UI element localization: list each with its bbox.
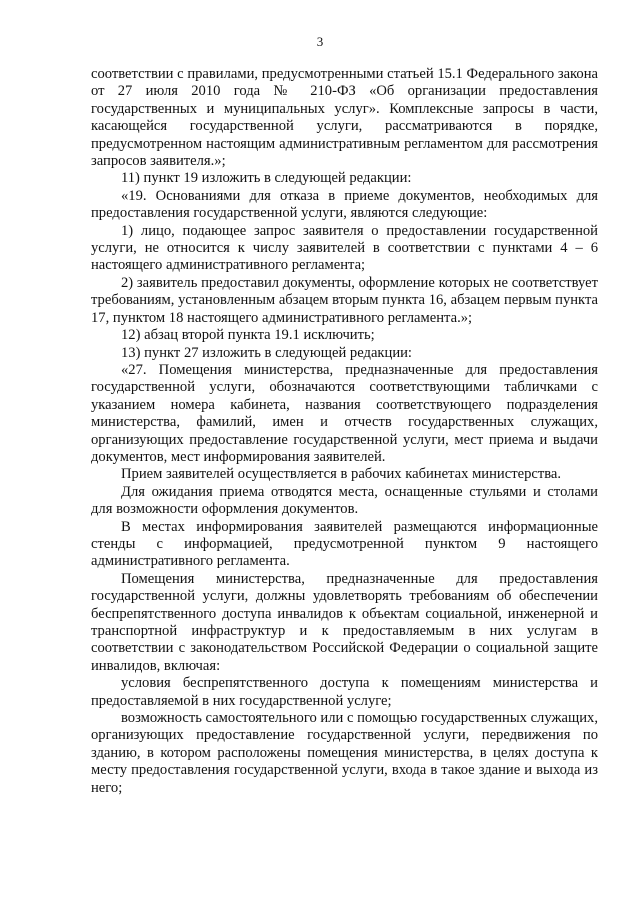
paragraph-info-stands: В местах информирования заявителей размещаются информационные стенды с информацией, предусмотренной пунктом 9 настоящего административного регламента. (91, 518, 598, 570)
paragraph-item-11: 11) пункт 19 изложить в следующей редакции: (121, 170, 412, 187)
paragraph-access-conditions: условия беспрепятственного доступа к помещениям министерства и предоставляемой в них государственной услуге; (91, 675, 598, 709)
paragraph-subitem-2: 2) заявитель предоставил документы, оформление которых не соответствует требованиям, установленным абзацем вторым пункта 16, абзацем первым пункта 17, пунктом 18 настоящего административного регламента.»; (91, 274, 598, 326)
paragraph-movement: возможность самостоятельного или с помощью государственных служащих, организующих предоставление государственной услуги, передвижения по зданию, в котором расположены помещения министерства, в целях доступа к месту предоставления государственной услуги, входа в такое здание и выхода из него; (91, 710, 598, 796)
paragraph-point-19: «19. Основаниями для отказа в приеме документов, необходимых для предоставления государственной услуги, являются следующие: (91, 187, 598, 222)
paragraph-reception: Прием заявителей осуществляется в рабочих кабинетах министерства. (121, 466, 562, 483)
paragraph-item-12: 12) абзац второй пункта 19.1 исключить; (121, 327, 375, 344)
page-number: 3 (316, 34, 324, 49)
paragraph-accessibility: Помещения министерства, предназначенные для предоставления государственной услуги, должны удовлетворять требованиям об обеспечении беспрепятственного доступа инвалидов к объектам социальной, инженерной и транспортной инфраструктур и к предоставляемым в них услугам в соответствии с законодательством Российской Федерации о социальной защите инвалидов, включая: (91, 570, 598, 674)
document-body (91, 66, 598, 797)
paragraph-waiting: Для ожидания приема отводятся места, оснащенные стульями и столами для возможности оформления документов. (91, 483, 598, 518)
paragraph-item-13: 13) пункт 27 изложить в следующей редакции: (121, 344, 412, 361)
paragraph-point-27: «27. Помещения министерства, предназначенные для предоставления государственной услуги, обозначаются соответствующими табличками с указанием номера кабинета, названия соответствующего подразделения министерства, фамилий, имен и отчеств государственных служащих, организующих предоставление государственной услуги, мест приема и выдачи документов, мест информирования заявителей. (91, 361, 598, 465)
paragraph-subitem-1: 1) лицо, подающее запрос заявителя о предоставлении государственной услуги, не относится к числу заявителей в соответствии с пунктами 4 – 6 настоящего административного регламента; (91, 222, 598, 274)
paragraph-continuation: соответствии с правилами, предусмотренными статьей 15.1 Федерального закона от 27 июля 2010 года № 210-ФЗ «Об организации предоставления государственных и муниципальных услуг». Комплексные запросы в части, касающейся государственной услуги, рассматриваются в порядке, предусмотренном настоящим административным регламентом для рассмотрения запросов заявителя.»; (91, 66, 598, 170)
